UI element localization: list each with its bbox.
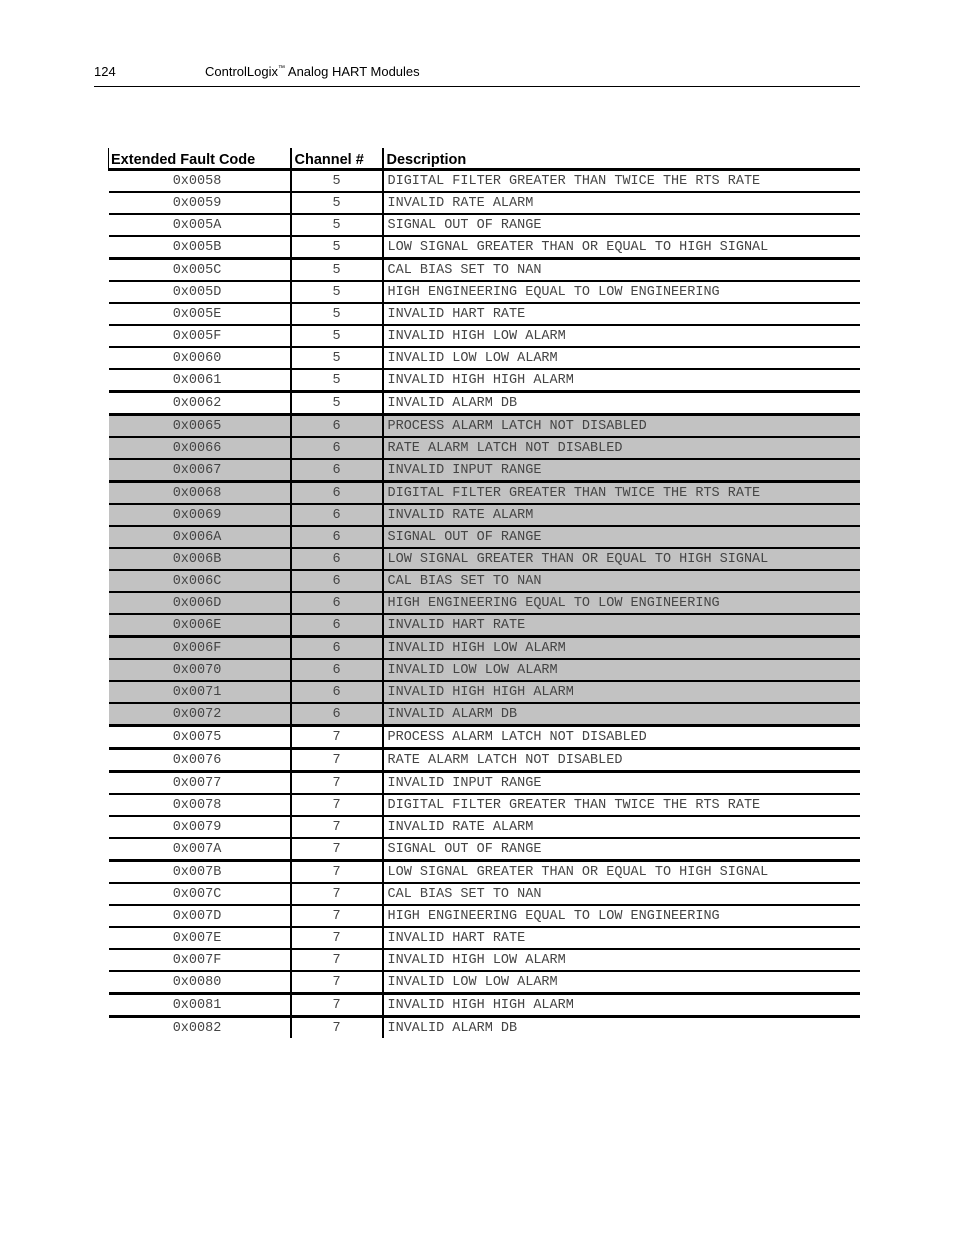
page-header [94, 62, 860, 87]
table-row [109, 726, 860, 749]
description-cell: INVALID HIGH HIGH ALARM [383, 994, 860, 1017]
fault-code-cell: 0x006B [109, 548, 291, 570]
description-cell: HIGH ENGINEERING EQUAL TO LOW ENGINEERING [383, 905, 860, 927]
table-row [109, 170, 860, 193]
channel-cell: 5 [291, 281, 383, 303]
fault-code-cell: 0x0080 [109, 971, 291, 994]
table-row [109, 772, 860, 795]
channel-cell: 6 [291, 437, 383, 459]
table-row [109, 303, 860, 325]
description-cell: INVALID INPUT RANGE [383, 772, 860, 795]
table-row [109, 437, 860, 459]
fault-code-cell: 0x0059 [109, 192, 291, 214]
extended-fault-code-table [108, 148, 860, 1038]
table-row [109, 861, 860, 884]
table-row [109, 949, 860, 971]
description-cell: HIGH ENGINEERING EQUAL TO LOW ENGINEERING [383, 281, 860, 303]
table-row [109, 927, 860, 949]
channel-cell: 7 [291, 749, 383, 772]
fault-code-cell: 0x006E [109, 614, 291, 637]
table-row [109, 259, 860, 282]
table-row [109, 749, 860, 772]
channel-cell: 5 [291, 170, 383, 193]
description-cell: INVALID ALARM DB [383, 1017, 860, 1039]
fault-code-cell: 0x0061 [109, 369, 291, 392]
fault-code-cell: 0x0065 [109, 415, 291, 438]
table-row [109, 325, 860, 347]
fault-code-cell: 0x0082 [172, 1020, 222, 1036]
description-cell: INVALID RATE ALARM [383, 192, 860, 214]
fault-code-cell: 0x0066 [109, 437, 291, 459]
description-cell: PROCESS ALARM LATCH NOT DISABLED [383, 415, 860, 438]
description-cell: RATE ALARM LATCH NOT DISABLED [383, 437, 860, 459]
channel-cell: 7 [291, 861, 383, 884]
fault-code-cell: 0x0068 [109, 482, 291, 505]
table-row [109, 415, 860, 438]
description-cell: PROCESS ALARM LATCH NOT DISABLED [383, 726, 860, 749]
fault-code-cell: 0x006C [109, 570, 291, 592]
channel-cell: 6 [291, 681, 383, 703]
table-row [109, 281, 860, 303]
description-cell: CAL BIAS SET TO NAN [383, 570, 860, 592]
trademark-symbol: ™ [278, 65, 285, 72]
column-header-description: Description [383, 148, 860, 170]
description-cell: CAL BIAS SET TO NAN [383, 883, 860, 905]
fault-code-cell: 0x0070 [109, 659, 291, 681]
fault-code-cell: 0x005F [109, 325, 291, 347]
description-cell: INVALID HART RATE [383, 614, 860, 637]
channel-cell: 6 [291, 637, 383, 660]
fault-code-cell: 0x006D [109, 592, 291, 614]
channel-cell: 6 [291, 703, 383, 726]
description-cell: LOW SIGNAL GREATER THAN OR EQUAL TO HIGH SIGNAL [383, 548, 860, 570]
fault-code-cell: 0x007F [109, 949, 291, 971]
description-cell: DIGITAL FILTER GREATER THAN TWICE THE RTS RATE [383, 794, 860, 816]
channel-cell: 5 [291, 214, 383, 236]
fault-code-cell: 0x006F [109, 637, 291, 660]
fault-code-cell: 0x0072 [109, 703, 291, 726]
table-row [109, 570, 860, 592]
channel-cell: 6 [291, 614, 383, 637]
table-row [109, 905, 860, 927]
table-row [109, 971, 860, 994]
channel-cell: 5 [291, 303, 383, 325]
description-cell: INVALID INPUT RANGE [383, 459, 860, 482]
channel-cell: 6 [291, 592, 383, 614]
description-cell: INVALID RATE ALARM [383, 504, 860, 526]
column-header-channel: Channel # [291, 148, 383, 170]
description-cell: INVALID ALARM DB [383, 392, 860, 415]
channel-cell: 6 [291, 415, 383, 438]
description-cell: DIGITAL FILTER GREATER THAN TWICE THE RTS RATE [383, 482, 860, 505]
table-row [109, 236, 860, 259]
description-cell: INVALID HART RATE [383, 927, 860, 949]
fault-code-cell: 0x007A [109, 838, 291, 861]
description-cell: SIGNAL OUT OF RANGE [383, 838, 860, 861]
table-row [109, 504, 860, 526]
document-title-suffix: Analog HART Modules [285, 64, 420, 79]
channel-cell: 7 [291, 838, 383, 861]
description-cell: RATE ALARM LATCH NOT DISABLED [383, 749, 860, 772]
description-cell: CAL BIAS SET TO NAN [383, 259, 860, 282]
table-row [109, 794, 860, 816]
fault-code-cell: 0x005D [109, 281, 291, 303]
table-row [109, 703, 860, 726]
table-row [109, 526, 860, 548]
description-cell: INVALID HIGH HIGH ALARM [383, 369, 860, 392]
table-row [109, 392, 860, 415]
description-cell: DIGITAL FILTER GREATER THAN TWICE THE RTS RATE [383, 170, 860, 193]
table-row [109, 482, 860, 505]
description-cell: SIGNAL OUT OF RANGE [383, 526, 860, 548]
fault-code-cell: 0x007D [109, 905, 291, 927]
fault-code-cell: 0x0078 [109, 794, 291, 816]
table-row [109, 459, 860, 482]
fault-code-cell: 0x007B [109, 861, 291, 884]
description-cell: INVALID ALARM DB [383, 703, 860, 726]
table-row [109, 1017, 860, 1039]
description-cell: INVALID RATE ALARM [383, 816, 860, 838]
channel-cell: 5 [291, 236, 383, 259]
channel-cell: 6 [291, 659, 383, 681]
table-row [109, 548, 860, 570]
table-row [109, 214, 860, 236]
description-cell: HIGH ENGINEERING EQUAL TO LOW ENGINEERING [383, 592, 860, 614]
channel-cell: 7 [291, 772, 383, 795]
channel-cell: 5 [291, 347, 383, 369]
channel-cell: 5 [291, 369, 383, 392]
table-row [109, 883, 860, 905]
channel-cell: 7 [291, 816, 383, 838]
fault-code-cell: 0x006A [109, 526, 291, 548]
channel-cell: 5 [291, 325, 383, 347]
table-row [109, 994, 860, 1017]
description-cell: INVALID HIGH LOW ALARM [383, 637, 860, 660]
fault-code-cell: 0x005C [109, 259, 291, 282]
table-row [109, 369, 860, 392]
description-cell: LOW SIGNAL GREATER THAN OR EQUAL TO HIGH SIGNAL [383, 236, 860, 259]
table-row [109, 838, 860, 861]
fault-code-cell: 0x0067 [109, 459, 291, 482]
channel-cell: 6 [291, 459, 383, 482]
channel-cell: 5 [291, 192, 383, 214]
channel-cell: 6 [291, 504, 383, 526]
table-row [109, 347, 860, 369]
description-cell: INVALID HIGH LOW ALARM [383, 325, 860, 347]
description-cell: SIGNAL OUT OF RANGE [383, 214, 860, 236]
document-title-product: ControlLogix [205, 64, 278, 79]
channel-cell: 5 [291, 392, 383, 415]
fault-code-cell: 0x005E [109, 303, 291, 325]
channel-cell: 7 [291, 883, 383, 905]
table-body [109, 170, 860, 1039]
description-cell: LOW SIGNAL GREATER THAN OR EQUAL TO HIGH SIGNAL [383, 861, 860, 884]
channel-cell: 7 [291, 949, 383, 971]
channel-cell: 7 [291, 726, 383, 749]
channel-cell: 5 [291, 259, 383, 282]
channel-cell: 7 [291, 927, 383, 949]
fault-code-cell: 0x0058 [109, 170, 291, 193]
fault-code-cell: 0x0081 [109, 994, 291, 1017]
channel-cell: 7 [291, 971, 383, 994]
fault-code-cell: 0x0071 [109, 681, 291, 703]
fault-code-cell: 0x007C [109, 883, 291, 905]
channel-cell: 7 [291, 994, 383, 1017]
fault-code-cell: 0x0060 [109, 347, 291, 369]
table-row [109, 192, 860, 214]
fault-code-cell: 0x0069 [109, 504, 291, 526]
channel-cell: 7 [291, 905, 383, 927]
table-row [109, 637, 860, 660]
page-number: 124 [94, 64, 116, 79]
fault-code-cell: 0x0062 [109, 392, 291, 415]
description-cell: INVALID HIGH HIGH ALARM [383, 681, 860, 703]
document-title [205, 64, 420, 79]
channel-cell: 6 [291, 482, 383, 505]
column-header-fault-code: Extended Fault Code [109, 148, 291, 170]
fault-code-cell: 0x0079 [109, 816, 291, 838]
description-cell: INVALID LOW LOW ALARM [383, 347, 860, 369]
table-row [109, 659, 860, 681]
description-cell: INVALID HART RATE [383, 303, 860, 325]
description-cell: INVALID LOW LOW ALARM [383, 659, 860, 681]
channel-cell: 7 [291, 794, 383, 816]
channel-cell: 6 [291, 526, 383, 548]
fault-code-cell: 0x0077 [109, 772, 291, 795]
channel-cell: 7 [291, 1017, 383, 1039]
description-cell: INVALID LOW LOW ALARM [383, 971, 860, 994]
fault-code-cell: 0x005A [109, 214, 291, 236]
description-cell: INVALID HIGH LOW ALARM [383, 949, 860, 971]
table-row [109, 614, 860, 637]
channel-cell: 6 [291, 570, 383, 592]
channel-cell: 6 [291, 548, 383, 570]
table-row [109, 681, 860, 703]
table-header-row [109, 148, 860, 170]
table-row [109, 816, 860, 838]
fault-code-cell: 0x007E [109, 927, 291, 949]
fault-code-cell: 0x005B [109, 236, 291, 259]
fault-code-cell: 0x0076 [109, 749, 291, 772]
fault-code-cell: 0x0075 [109, 726, 291, 749]
table-row [109, 592, 860, 614]
